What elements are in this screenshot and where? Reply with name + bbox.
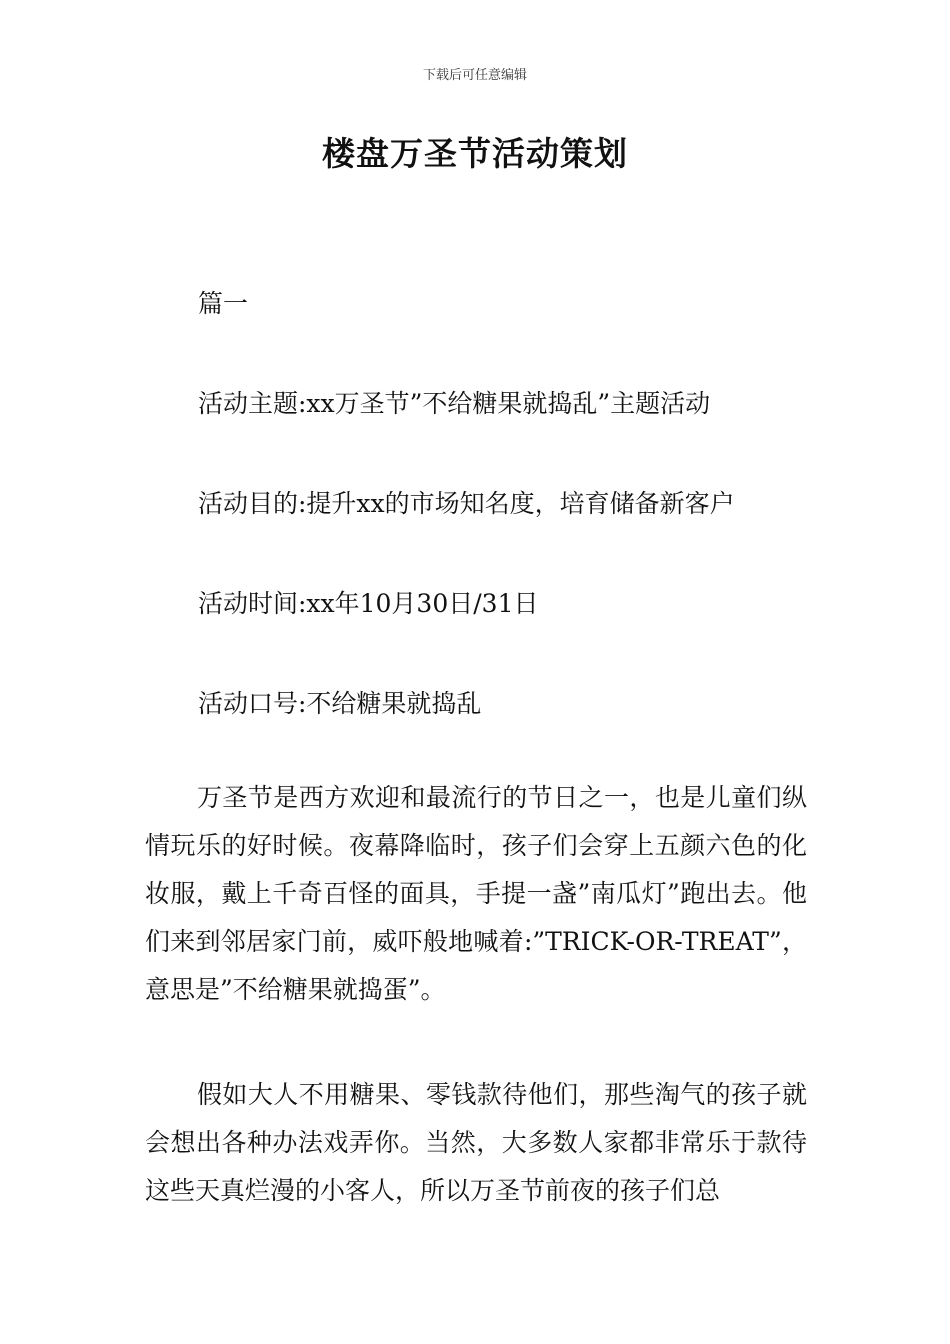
header-note: 下载后可任意编辑	[422, 68, 527, 83]
item-theme: 活动主题:xx万圣节”不给糖果就捣乱”主题活动	[198, 389, 711, 418]
page-title: 楼盘万圣节活动策划	[322, 134, 628, 173]
item-time: 活动时间:xx年10月30日/31日	[198, 589, 539, 618]
item-slogan: 活动口号:不给糖果就捣乱	[198, 689, 482, 718]
paragraph-custom: 假如大人不用糖果、零钱款待他们，那些淘气的孩子就会想出各种办法戏弄你。当然，大多数人家都非常乐于款待这些天真烂漫的小客人，所以万圣节前夜的孩子们总	[145, 1080, 807, 1205]
item-purpose: 活动目的:提升xx的市场知名度，培育储备新客户	[198, 489, 735, 518]
section-label: 篇一	[198, 289, 249, 318]
paragraph-intro: 万圣节是西方欢迎和最流行的节日之一，也是儿童们纵情玩乐的好时候。夜幕降临时，孩子们会穿上五颜六色的化妆服，戴上千奇百怪的面具，手提一盏”南瓜灯”跑出去。他们来到邻居家门前，威吓般地喊着:”TRICK-OR-TREAT”，意思是”不给糖果就捣蛋”。	[145, 783, 807, 1004]
